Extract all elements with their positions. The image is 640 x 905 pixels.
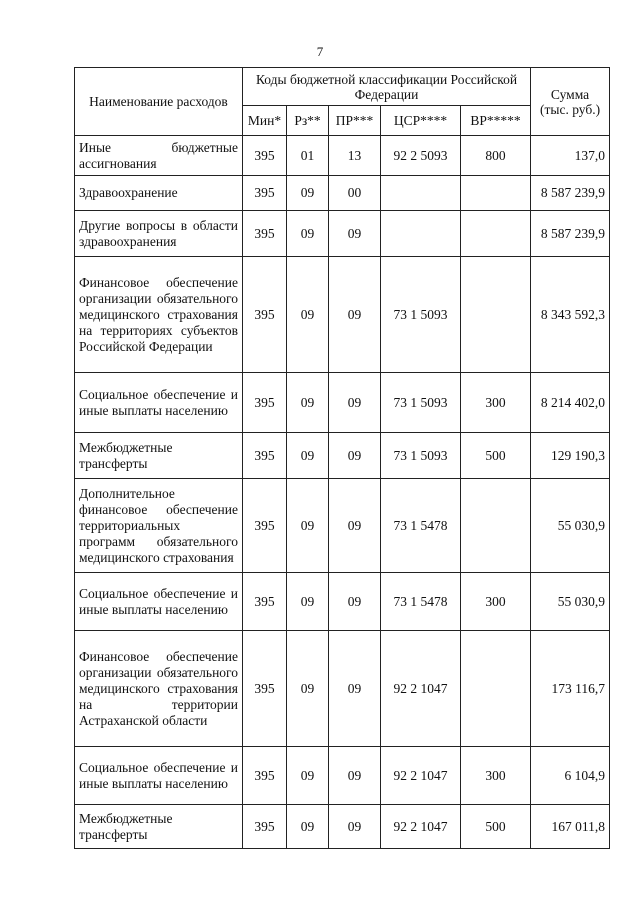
cell-csr: 73 1 5093 bbox=[381, 257, 461, 373]
table-row bbox=[75, 747, 610, 805]
cell-rz: 09 bbox=[287, 373, 329, 433]
cell-pr: 09 bbox=[329, 805, 381, 849]
cell-pr: 09 bbox=[329, 573, 381, 631]
cell-name: Социальное обеспечение и иные выплаты населению bbox=[75, 373, 243, 433]
header-codes-group: Коды бюджетной классификации Российской Федерации bbox=[243, 68, 531, 106]
cell-rz: 09 bbox=[287, 747, 329, 805]
cell-csr: 92 2 1047 bbox=[381, 631, 461, 747]
cell-min: 395 bbox=[243, 257, 287, 373]
cell-name: Социальное обеспечение и иные выплаты населению bbox=[75, 747, 243, 805]
cell-min: 395 bbox=[243, 631, 287, 747]
cell-vr: 300 bbox=[461, 373, 531, 433]
cell-min: 395 bbox=[243, 747, 287, 805]
cell-pr: 00 bbox=[329, 176, 381, 211]
cell-vr: 500 bbox=[461, 805, 531, 849]
cell-csr: 73 1 5478 bbox=[381, 573, 461, 631]
cell-vr bbox=[461, 631, 531, 747]
cell-vr: 800 bbox=[461, 136, 531, 176]
cell-sum: 8 587 239,9 bbox=[531, 176, 610, 211]
cell-csr: 92 2 1047 bbox=[381, 805, 461, 849]
cell-pr: 09 bbox=[329, 479, 381, 573]
cell-name: Межбюджетные трансферты bbox=[75, 805, 243, 849]
cell-name: Межбюджетные трансферты bbox=[75, 433, 243, 479]
cell-min: 395 bbox=[243, 176, 287, 211]
cell-rz: 09 bbox=[287, 433, 329, 479]
cell-pr: 09 bbox=[329, 373, 381, 433]
cell-min: 395 bbox=[243, 479, 287, 573]
cell-sum: 55 030,9 bbox=[531, 573, 610, 631]
budget-table bbox=[74, 67, 610, 849]
cell-csr: 73 1 5093 bbox=[381, 433, 461, 479]
cell-pr: 09 bbox=[329, 747, 381, 805]
cell-pr: 09 bbox=[329, 211, 381, 257]
table-row bbox=[75, 136, 610, 176]
cell-name: Здравоохранение bbox=[75, 176, 243, 211]
cell-sum: 129 190,3 bbox=[531, 433, 610, 479]
cell-csr: 92 2 5093 bbox=[381, 136, 461, 176]
header-code-min: Мин* bbox=[243, 106, 287, 136]
cell-rz: 09 bbox=[287, 257, 329, 373]
page-number: 7 bbox=[316, 44, 324, 59]
cell-vr bbox=[461, 479, 531, 573]
cell-rz: 09 bbox=[287, 479, 329, 573]
cell-name: Социальное обеспечение и иные выплаты населению bbox=[75, 573, 243, 631]
cell-csr: 73 1 5478 bbox=[381, 479, 461, 573]
cell-rz: 09 bbox=[287, 805, 329, 849]
cell-pr: 09 bbox=[329, 631, 381, 747]
cell-rz: 09 bbox=[287, 631, 329, 747]
table-row bbox=[75, 257, 610, 373]
cell-pr: 09 bbox=[329, 433, 381, 479]
cell-name: Финансовое обеспечение организации обязательного медицинского страхования на территории Астраханской области bbox=[75, 631, 243, 747]
cell-csr bbox=[381, 176, 461, 211]
cell-sum: 55 030,9 bbox=[531, 479, 610, 573]
cell-vr bbox=[461, 257, 531, 373]
table-row bbox=[75, 433, 610, 479]
table-row bbox=[75, 805, 610, 849]
cell-min: 395 bbox=[243, 136, 287, 176]
header-code-rz: Рз** bbox=[287, 106, 329, 136]
cell-name: Финансовое обеспечение организации обязательного медицинского страхования на территориях субъектов Российской Федерации bbox=[75, 257, 243, 373]
table-row bbox=[75, 479, 610, 573]
cell-sum: 8 214 402,0 bbox=[531, 373, 610, 433]
cell-rz: 09 bbox=[287, 573, 329, 631]
cell-vr: 500 bbox=[461, 433, 531, 479]
table-row bbox=[75, 211, 610, 257]
table-row bbox=[75, 573, 610, 631]
cell-csr bbox=[381, 211, 461, 257]
header-code-csr: ЦСР**** bbox=[381, 106, 461, 136]
cell-csr: 73 1 5093 bbox=[381, 373, 461, 433]
header-sum: Сумма (тыс. руб.) bbox=[531, 68, 610, 136]
cell-name: Другие вопросы в области здравоохранения bbox=[75, 211, 243, 257]
cell-rz: 09 bbox=[287, 176, 329, 211]
cell-sum: 167 011,8 bbox=[531, 805, 610, 849]
table-row bbox=[75, 176, 610, 211]
table-row bbox=[75, 373, 610, 433]
cell-min: 395 bbox=[243, 211, 287, 257]
cell-csr: 92 2 1047 bbox=[381, 747, 461, 805]
cell-pr: 09 bbox=[329, 257, 381, 373]
cell-name: Дополнительное финансовое обеспечение территориальных программ обязательного медицинского страхования bbox=[75, 479, 243, 573]
cell-name: Иные бюджетные ассигнования bbox=[75, 136, 243, 176]
cell-vr: 300 bbox=[461, 573, 531, 631]
header-name: Наименование расходов bbox=[75, 68, 243, 136]
header-code-vr: ВР***** bbox=[461, 106, 531, 136]
cell-min: 395 bbox=[243, 373, 287, 433]
cell-vr bbox=[461, 176, 531, 211]
cell-sum: 173 116,7 bbox=[531, 631, 610, 747]
cell-rz: 09 bbox=[287, 211, 329, 257]
cell-sum: 8 343 592,3 bbox=[531, 257, 610, 373]
cell-sum: 8 587 239,9 bbox=[531, 211, 610, 257]
header-code-pr: ПР*** bbox=[329, 106, 381, 136]
cell-min: 395 bbox=[243, 433, 287, 479]
cell-sum: 137,0 bbox=[531, 136, 610, 176]
cell-min: 395 bbox=[243, 573, 287, 631]
cell-vr bbox=[461, 211, 531, 257]
cell-rz: 01 bbox=[287, 136, 329, 176]
cell-sum: 6 104,9 bbox=[531, 747, 610, 805]
cell-pr: 13 bbox=[329, 136, 381, 176]
cell-min: 395 bbox=[243, 805, 287, 849]
table-row bbox=[75, 631, 610, 747]
cell-vr: 300 bbox=[461, 747, 531, 805]
